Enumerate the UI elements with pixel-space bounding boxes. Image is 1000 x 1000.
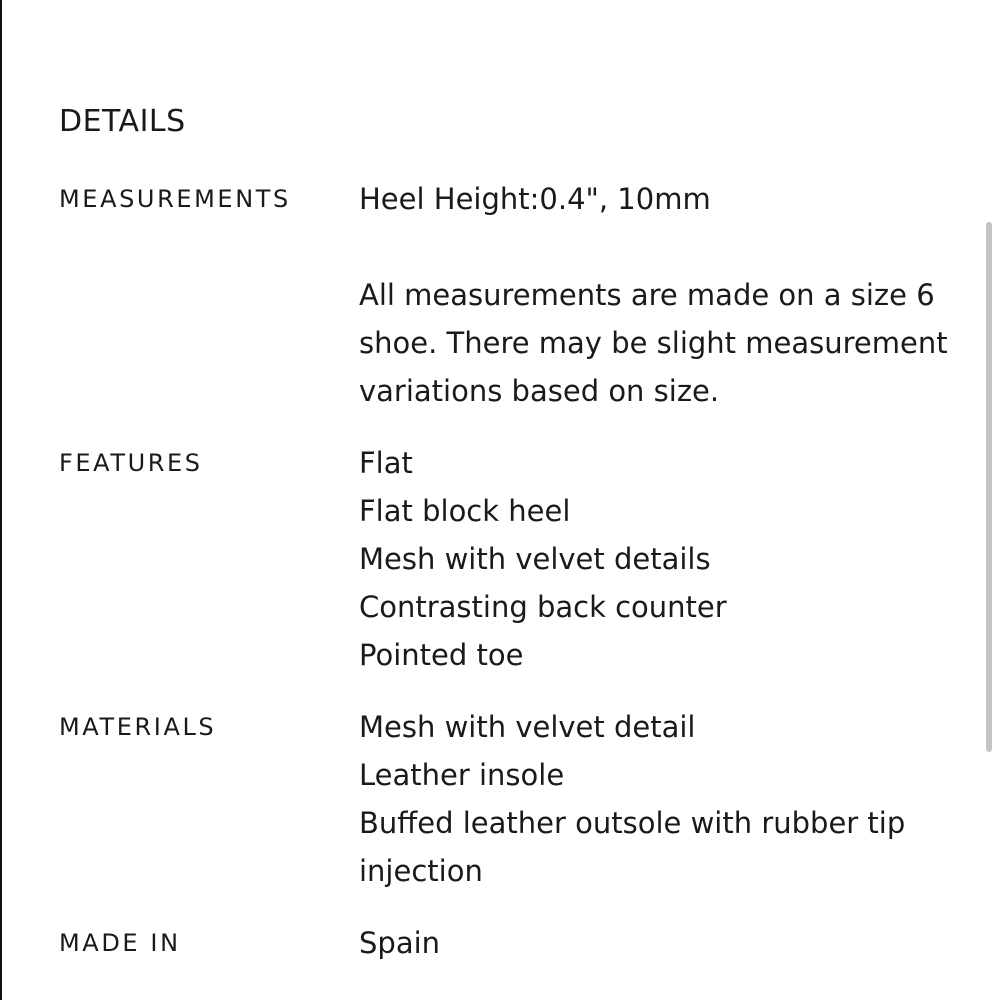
feature-item: Flat block heel xyxy=(359,494,571,528)
made-in-value: Spain xyxy=(359,926,441,960)
scrollbar-thumb[interactable] xyxy=(986,222,992,752)
row-value-measurements xyxy=(359,175,959,415)
heel-height-text: Heel Height:0.4", 10mm xyxy=(359,182,711,216)
row-value-made-in xyxy=(359,919,959,967)
row-label-measurements: MEASUREMENTS xyxy=(59,185,291,213)
material-item: Buffed leather outsole with rubber tip xyxy=(359,806,906,840)
measurement-note-line: All measurements are made on a size 6 xyxy=(359,278,935,312)
row-label-materials: MATERIALS xyxy=(59,713,217,741)
material-item: Mesh with velvet detail xyxy=(359,710,696,744)
material-item: injection xyxy=(359,854,483,888)
row-value-features xyxy=(359,439,959,679)
measurement-note-line: shoe. There may be slight measurement xyxy=(359,326,948,360)
feature-item: Pointed toe xyxy=(359,638,524,672)
material-item: Leather insole xyxy=(359,758,565,792)
feature-item: Mesh with velvet details xyxy=(359,542,711,576)
section-title: DETAILS xyxy=(59,104,186,139)
row-label-made-in: MADE IN xyxy=(59,929,181,957)
vertical-scrollbar[interactable] xyxy=(980,0,1000,1000)
row-label-features: FEATURES xyxy=(59,449,203,477)
feature-item: Flat xyxy=(359,446,413,480)
feature-item: Contrasting back counter xyxy=(359,590,727,624)
row-value-materials xyxy=(359,703,959,895)
window-left-border xyxy=(0,0,2,1000)
measurement-note-line: variations based on size. xyxy=(359,374,720,408)
paragraph-gap xyxy=(359,223,959,271)
